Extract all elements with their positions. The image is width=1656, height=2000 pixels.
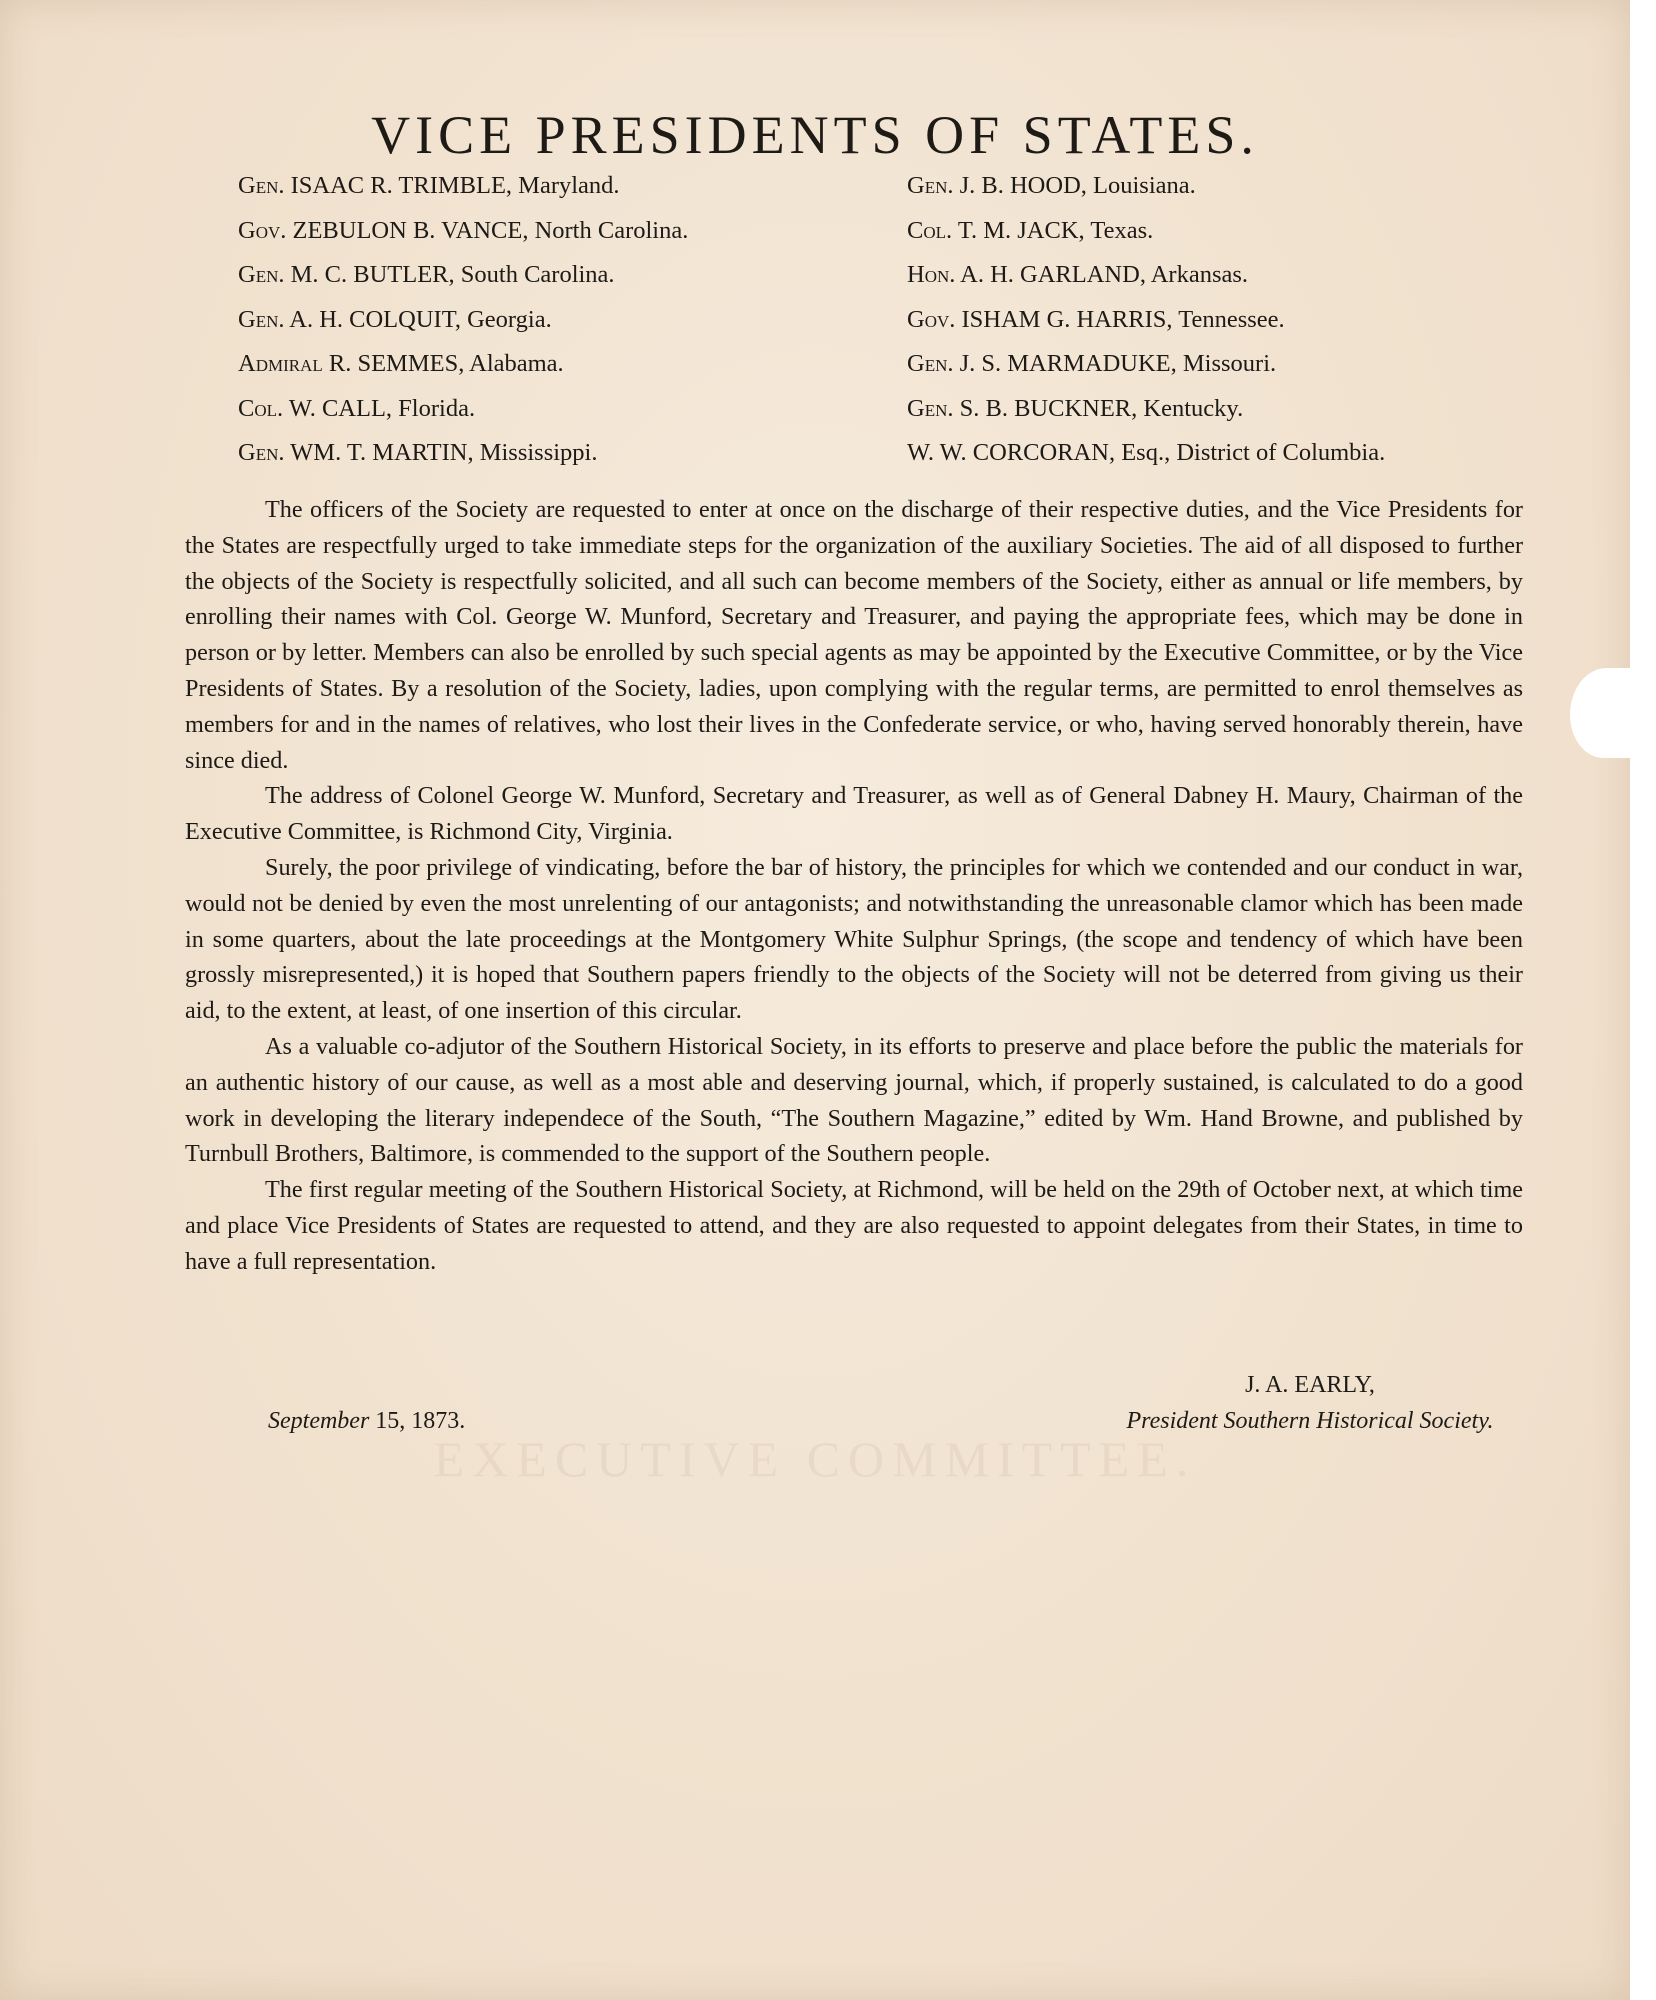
paragraph-officers: The officers of the Society are requested to enter at once on the discharge of their respective duties, and the Vice Presidents for the States are respectfully urged to take immediate steps for the organization of the auxiliary Societies. The aid of all disposed to further the objects of the Society is respectfully solicited, and all such can become members of the Society, either as annual or life members, by enrolling their names with Col. George W. Munford, Secretary and Treasurer, and paying the appropriate fees, which may be done in person or by letter. Members can also be enrolled by such special agents as may be appointed by the Executive Committee, or by the Vice Presidents of States. By a resolution of the Society, ladies, upon complying with the regular terms, are permitted to enrol themselves as members for and in the names of relatives, who lost their lives in the Confederate service, or who, having served honorably therein, have since died.: [185, 496, 1523, 774]
vice-president-entry: Admiral R. SEMMES, Alabama.: [238, 350, 564, 377]
vice-president-entry: Gen. ISAAC R. TRIMBLE, Maryland.: [238, 172, 620, 199]
vice-president-entry: Gen. J. B. HOOD, Louisiana.: [907, 172, 1196, 199]
vice-president-entry: Col. T. M. JACK, Texas.: [907, 216, 1154, 244]
vice-president-entry: Gen. A. H. COLQUIT, Georgia.: [238, 305, 552, 333]
date-month: September: [268, 1408, 370, 1434]
vice-presidents-right-column: [907, 172, 1385, 484]
vice-president-entry: Col. W. CALL, Florida.: [238, 394, 476, 422]
paragraph-southern-magazine: As a valuable co-adjutor of the Southern Historical Society, in its efforts to preserve and place before the public the materials for an authentic history of our cause, as well as a most able and deserving journal, which, if properly sustained, is calculated to do a good work in developing the literary independece of the South, “The Southern Magazine,” edited by Wm. Hand Browne, and published by Turnbull Brothers, Baltimore, is commended to the support of the Southern people.: [185, 1032, 1523, 1168]
bleed-through-text: EXECUTIVE COMMITTEE.: [433, 1431, 1197, 1487]
vice-presidents-left-column: [238, 172, 688, 484]
vice-president-entry: Hon. A. H. GARLAND, Arkansas.: [907, 261, 1249, 288]
signer-role: President Southern Historical Society.: [1126, 1408, 1494, 1434]
paragraph-address: The address of Colonel George W. Munford, Secretary and Treasurer, as well as of General Dabney H. Maury, Chairman of the Executive Committee, is Richmond City, Virginia.: [185, 782, 1523, 846]
vice-president-entry: Gen. S. B. BUCKNER, Kentucky.: [907, 394, 1244, 422]
signer-name: J. A. EARLY,: [1245, 1372, 1375, 1398]
vice-president-entry: Gov. ZEBULON B. VANCE, North Carolina.: [238, 216, 689, 244]
date-rest: 15, 1873.: [375, 1408, 466, 1434]
paragraph-first-meeting: The first regular meeting of the Southern Historical Society, at Richmond, will be held on the 29th of October next, at which time and place Vice Presidents of States are requested to attend, and they are also requested to appoint delegates from their States, in time to have a full representation.: [185, 1176, 1523, 1275]
vice-president-entry: W. W. CORCORAN, Esq., District of Columbia.: [907, 439, 1386, 466]
paragraph-privilege: Surely, the poor privilege of vindicating, before the bar of history, the principles for which we contended and our conduct in war, would not be denied by even the most unrelenting of our antagonists; and notwithstanding the unreasonable clamor which has been made in some quarters, about the late proceedings at the Montgomery White Sulphur Springs, (the scope and tendency of which have been grossly misrepresented,) it is hoped that Southern papers friendly to the objects of the Society will not be deterred from giving us their aid, to the extent, at least, of one insertion of this circular.: [185, 853, 1523, 1025]
signature-block: [1120, 1368, 1500, 1435]
paper-tear: [1570, 668, 1640, 758]
vice-president-entry: Gen. M. C. BUTLER, South Carolina.: [238, 261, 615, 288]
page-title: VICE PRESIDENTS OF STATES.: [371, 105, 1259, 165]
circular-body: [185, 492, 1523, 1280]
vice-president-entry: Gen. WM. T. MARTIN, Mississippi.: [238, 439, 598, 466]
vice-president-entry: Gov. ISHAM G. HARRIS, Tennessee.: [907, 305, 1285, 333]
vice-president-entry: Gen. J. S. MARMADUKE, Missouri.: [907, 350, 1277, 377]
